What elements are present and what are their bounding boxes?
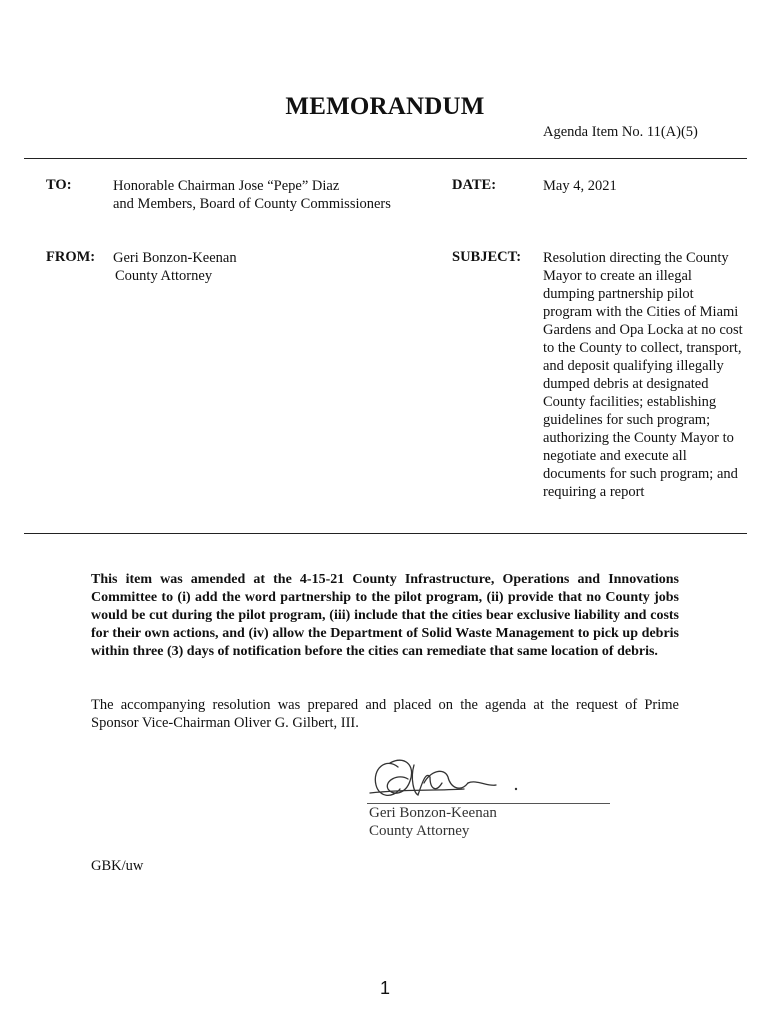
amendment-paragraph: This item was amended at the 4-15-21 County Infrastructure, Operations and Innovations Committee to (i) add the word partnership to the pilot program, (ii) provide that no County jobs would be cut during the pilot program, (iii) include that the cities bear exclusive liability and costs for their own actions, and (iv) allow the Department of Solid Waste Management to pick up debris within three (3) days of notification before the cities can remediate that same location of debris. (91, 572, 679, 659)
to-label: TO: (46, 177, 72, 193)
to-line-2: and Members, Board of County Commissioners (113, 196, 391, 212)
page-number: 1 (379, 978, 390, 998)
signatory-title: County Attorney (369, 823, 470, 839)
from-line-2: County Attorney (115, 268, 213, 284)
subject-text: Resolution directing the County Mayor to create an illegal dumping partnership pilot program with the Cities of Miami Gardens and Opa Locka at no cost to the County to collect, transport, and deposit qualifying illegally dumped debris at designated County facilities; establishing guidelines for such program; authorizing the County Mayor to negotiate and execute all documents for such program; and requiring a report (543, 250, 743, 500)
bottom-divider (24, 533, 747, 534)
signature-block (369, 804, 497, 840)
typist-initials: GBK/uw (91, 858, 144, 874)
agenda-item-number: Agenda Item No. 11(A)(5) (543, 124, 698, 140)
top-divider (24, 158, 747, 159)
date-label: DATE: (452, 177, 497, 193)
sponsor-paragraph: The accompanying resolution was prepared and placed on the agenda at the request of Prime Sponsor Vice-Chairman Oliver G. Gilbert, III. (91, 697, 679, 731)
subject-label: SUBJECT: (452, 249, 522, 265)
from-line-1: Geri Bonzon-Keenan (113, 250, 237, 266)
to-line-1: Honorable Chairman Jose “Pepe” Diaz (113, 178, 340, 194)
from-label: FROM: (46, 249, 96, 265)
to-recipient-block (113, 177, 391, 213)
date-value: May 4, 2021 (543, 178, 617, 194)
signatory-name: Geri Bonzon-Keenan (369, 805, 497, 821)
from-sender-block (113, 249, 237, 285)
memo-title: MEMORANDUM (285, 93, 485, 120)
